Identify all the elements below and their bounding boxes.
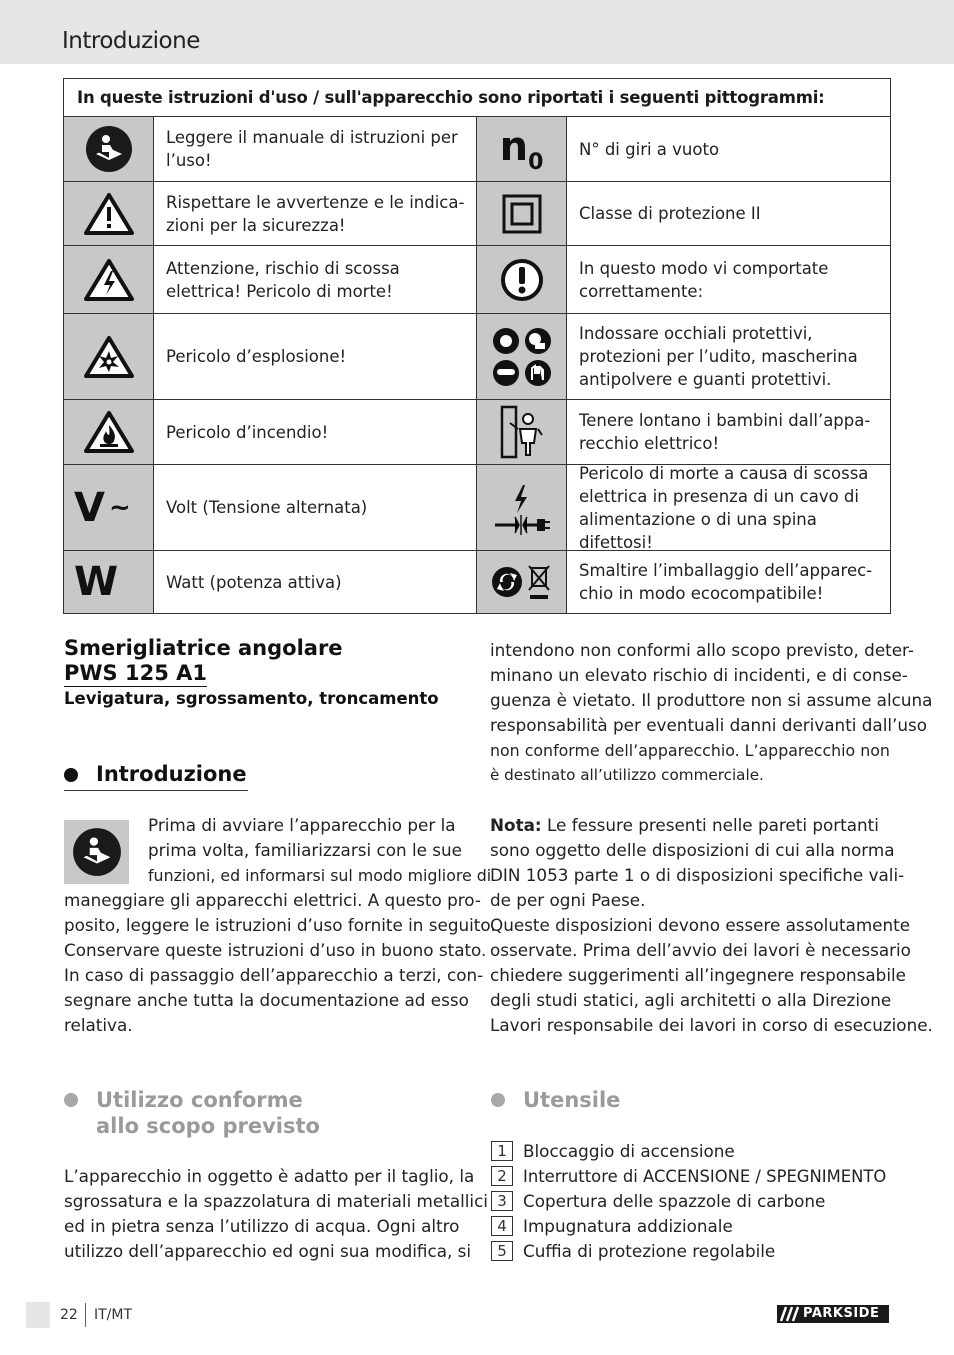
intro-line: funzioni, ed informarsi sul modo migliore di [148,866,492,885]
section-bullet [491,1093,505,1107]
note-label: Nota: [490,815,542,835]
pictogram-text: Attenzione, rischio di scossa elettrica! Pericolo di morte! [166,258,400,301]
note-line: de per ogni Paese. [490,890,646,910]
usage-line: utilizzo dell’apparecchio ed ogni sua modifica, si [64,1241,472,1261]
zero-glyph: 0 [528,149,544,175]
pictogram-text: Tenere lontano i bambini dall’appa-recchio elettrico! [579,411,871,453]
part-number: 1 [491,1141,513,1161]
table-row [64,246,890,314]
volt-ac-icon [64,465,154,550]
page-title: Introduzione [62,28,200,54]
usage-heading [96,1087,320,1139]
pictogram-text: N° di giri a vuoto [579,139,720,159]
pictogram-text: Indossare occhiali protettivi, protezioni per l’udito, mascherina antipolvere e guanti protettivi. [579,324,858,389]
part-number: 2 [491,1166,513,1186]
note-line: sono oggetto delle disposizioni di cui alla norma [490,840,895,860]
note-line [490,813,879,838]
product-title [64,636,343,687]
pictogram-text: Classe di protezione II [579,204,761,223]
tilde-glyph: ~ [108,492,131,523]
part-number: 4 [491,1216,513,1236]
pictogram-text: In questo modo vi comportate correttamente: [579,258,829,301]
page-number: 22 [60,1307,78,1323]
protective-gear-icon [477,314,567,399]
fire-icon [64,400,154,464]
part-number: 5 [491,1241,513,1261]
note-line: Queste disposizioni devono essere assolutamente [490,915,911,935]
usage-line: L’apparecchio in oggetto è adatto per il taglio, la [64,1166,475,1186]
intro-line: Conservare queste istruzioni d’uso in buono stato. [64,940,487,960]
keep-children-away-icon [477,400,567,464]
product-subtitle: Levigatura, sgrossamento, troncamento [64,689,439,708]
language-code: IT/MT [94,1307,133,1323]
intro-line: segnare anche tutta la documentazione ad esso [64,990,469,1010]
pictogram-text: Pericolo d’esplosione! [166,347,347,366]
pictogram-table-heading: In queste istruzioni d'uso / sull'apparecchio sono riportati i seguenti pittogrammi: [64,79,890,117]
note-line: osservate. Prima dell’avvio dei lavori è necessario [490,940,911,960]
section-bullet [64,1093,78,1107]
table-row [64,400,890,465]
intro-line: posito, leggere le istruzioni d’uso fornite in seguito. [64,915,496,935]
footer-divider [85,1303,86,1327]
usage-line: ed in pietra senza l’utilizzo di acqua. Ogni altro [64,1216,460,1236]
note-line: chiedere suggerimenti all’ingegnere responsabile [490,965,906,985]
note-line: degli studi statici, agli architetti o alla Direzione [490,990,892,1010]
recycle-disposal-icon [477,551,567,613]
part-label: Bloccaggio di accensione [523,1141,735,1161]
tool-heading: Utensile [523,1088,621,1112]
pictogram-text: Pericolo d’incendio! [166,422,329,442]
body-line: guenza è vietato. Il produttore non si assume alcuna [490,690,933,710]
intro-line: relativa. [64,1015,133,1035]
read-manual-icon [64,117,154,181]
pictogram-text: Smaltire l’imballaggio dell’apparec-chio in modo ecocompatibile! [579,561,873,603]
damaged-cable-icon [477,465,567,550]
pictogram-text: Watt (potenza attiva) [166,572,342,592]
warning-triangle-icon [64,182,154,245]
footer-marker [26,1302,50,1328]
product-name: Smerigliatrice angolare [64,636,343,660]
pictogram-text: Pericolo di morte a causa di scossa elettrica in presenza di un cavo di alimentazione o di una spina difettosi! [579,463,869,552]
part-number: 3 [491,1191,513,1211]
part-label: Impugnatura addizionale [523,1216,733,1236]
usage-heading-line: Utilizzo conforme [96,1088,303,1112]
part-label: Interruttore di ACCENSIONE / SPEGNIMENTO [523,1167,887,1186]
intro-line: Prima di avviare l’apparecchio per la [148,815,456,835]
usage-heading-line: allo scopo previsto [96,1114,320,1138]
usage-line: sgrossatura e la spazzolatura di materiali metallici [64,1191,488,1211]
n-glyph: n [499,123,529,170]
watt-glyph: W [74,559,119,605]
note-line: DIN 1053 parte 1 o di disposizioni specifiche vali- [490,865,905,885]
body-line: minano un elevato rischio di incidenti, e di conse- [490,665,908,685]
pictogram-table [63,78,891,614]
table-row [64,117,890,182]
volt-glyph: V [74,484,105,531]
pictogram-text: Rispettare le avvertenze e le indica-zioni per la sicurezza! [166,192,465,235]
brand-name: PARKSIDE [803,1306,880,1321]
intro-line: prima volta, familiarizzarsi con le sue [148,840,462,860]
intro-line: In caso di passaggio dell’apparecchio a terzi, con- [64,965,484,985]
brand-logo [777,1305,889,1323]
electric-shock-icon [64,246,154,313]
watt-icon [64,551,154,613]
pictogram-text: Volt (Tensione alternata) [166,498,368,517]
explosion-icon [64,314,154,399]
table-row [64,314,890,400]
body-line: responsabilità per eventuali danni derivanti dall’uso [490,715,928,735]
no-load-speed-icon [477,117,567,181]
intro-line: maneggiare gli apparecchi elettrici. A questo pro- [64,890,481,910]
intro-heading-underline [64,790,248,791]
pictogram-text: Leggere il manuale di istruzioni per l’uso! [166,128,458,170]
body-line: intendono non conformi allo scopo previsto, deter- [490,640,914,660]
part-label: Copertura delle spazzole di carbone [523,1191,826,1211]
brand-stripes-icon [777,1305,803,1323]
note-text: Le fessure presenti nelle pareti portanti [541,815,879,835]
protection-class-ii-icon [477,182,567,245]
body-line: è destinato all’utilizzo commerciale. [490,766,764,784]
section-bullet [64,768,78,782]
read-manual-icon [64,820,129,884]
product-model: PWS 125 A1 [64,661,208,685]
part-label: Cuffia di protezione regolabile [523,1241,776,1261]
table-row [64,182,890,246]
body-line: non conforme dell’apparecchio. L’apparecchio non [490,741,890,760]
intro-heading: Introduzione [96,762,247,786]
table-row [64,465,890,551]
table-row [64,551,890,613]
exclamation-icon [477,246,567,313]
note-line: Lavori responsabile dei lavori in corso di esecuzione. [490,1015,933,1035]
